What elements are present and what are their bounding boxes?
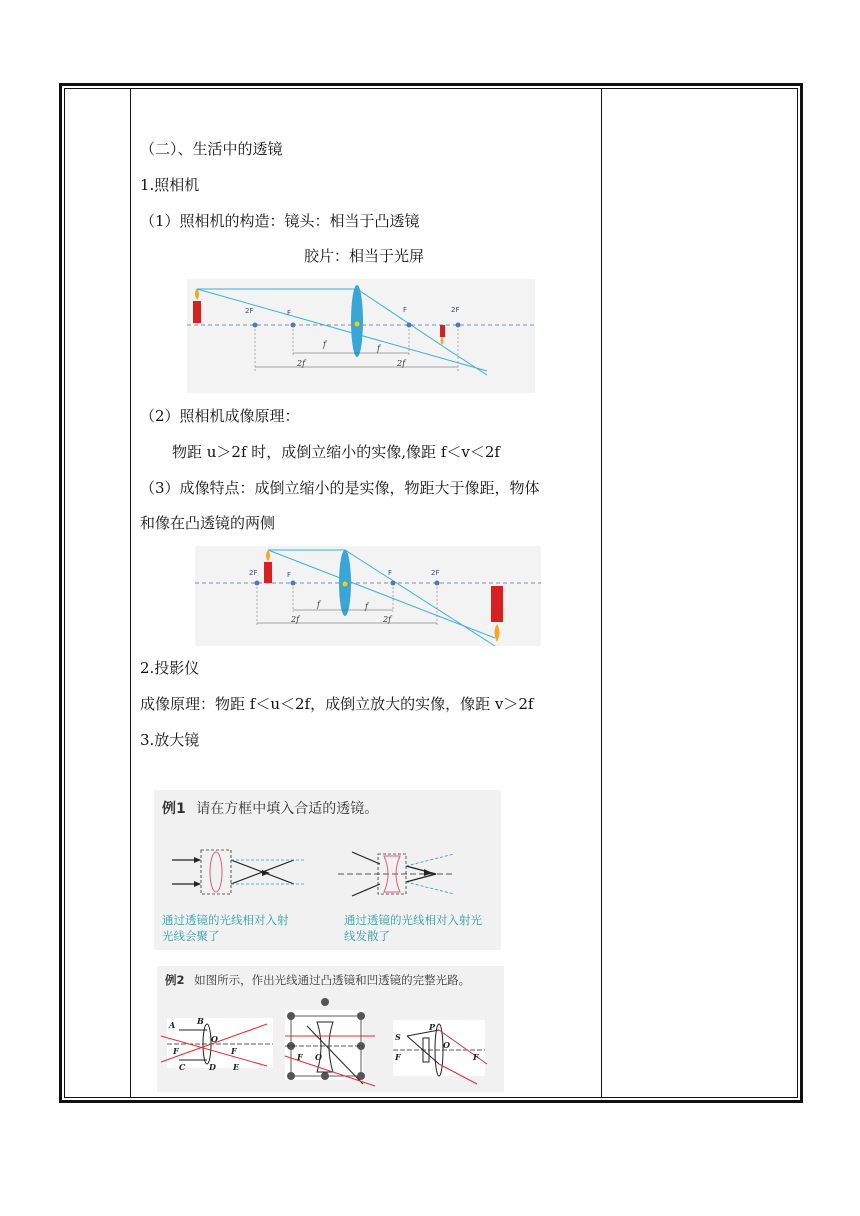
label-F-left-2: F <box>287 571 292 579</box>
label-2f-right-2: 2f <box>383 615 392 624</box>
example1-caption-right-2: 线发散了 <box>344 929 390 943</box>
camera-principle-text: 物距 u＞2f 时，成倒立缩小的实像,像距 f＜v＜2f <box>172 443 500 461</box>
label-2f-left: 2f <box>297 359 306 368</box>
projector-principle-text: 成像原理：物距 f＜u＜2f，成倒立放大的实像，像距 v＞2f <box>140 695 534 713</box>
magnifier-heading: 3.放大镜 <box>140 731 200 749</box>
example1-caption-right-1: 通过透镜的光线相对入射光 <box>344 913 482 927</box>
column-divider-right <box>601 88 602 1098</box>
ex2-letter-O-c: O <box>443 1040 450 1050</box>
label-f-left: f <box>323 340 326 349</box>
example1-prompt: 请在方框中填入合适的透镜。 <box>196 801 379 817</box>
projector-heading: 2.投影仪 <box>140 659 200 677</box>
label-F-right: F <box>403 306 408 314</box>
ex2-letter-F-c-right: F <box>473 1052 479 1062</box>
ex2-letter-A: A <box>169 1020 176 1030</box>
ex2-letter-F-right: F <box>231 1046 237 1056</box>
camera-structure-line1: （1）照相机的构造：镜头：相当于凸透镜 <box>140 212 420 230</box>
ex2-letter-F-b: F <box>297 1052 303 1062</box>
label-f-right: f <box>377 344 380 353</box>
ex2-letter-C: C <box>179 1062 186 1072</box>
example1-label: 例1 <box>162 801 186 817</box>
label-F-left: F <box>287 309 292 317</box>
ex2-letter-B: B <box>197 1016 204 1026</box>
camera-ray-diagram-2 <box>195 546 541 646</box>
label-f-left-2: f <box>317 600 320 609</box>
example1-caption-left-1: 通过透镜的光线相对入射 <box>162 913 289 927</box>
camera-structure-line2: 胶片：相当于光屏 <box>304 247 425 265</box>
example1-panel <box>154 790 501 950</box>
example1-caption-left-2: 光线会聚了 <box>162 929 220 943</box>
label-2F-right: 2F <box>451 306 460 314</box>
ex2-letter-O-b: O <box>315 1052 322 1062</box>
ex2-letter-P: P <box>429 1022 436 1032</box>
label-2F-left-2: 2F <box>249 569 258 577</box>
camera-features-line1: （3）成像特点：成倒立缩小的是实像，物距大于像距，物体 <box>140 479 540 497</box>
example2-panel <box>157 966 504 1092</box>
camera-principle-heading: （2）照相机成像原理： <box>140 407 300 425</box>
camera-ray-diagram-1 <box>187 279 535 393</box>
label-2f-left-2: 2f <box>291 615 300 624</box>
ex2-letter-F-left: F <box>173 1046 179 1056</box>
camera-heading: 1.照相机 <box>140 176 200 194</box>
label-F-right-2: F <box>388 569 393 577</box>
ex2-letter-D: D <box>209 1062 216 1072</box>
ex2-letter-O: O <box>211 1034 218 1044</box>
section-title: （二）、生活中的透镜 <box>140 140 283 158</box>
label-f-right-2: f <box>365 602 368 611</box>
column-divider-left <box>130 88 131 1098</box>
camera-features-line2: 和像在凸透镜的两侧 <box>140 514 276 532</box>
label-2f-right: 2f <box>397 359 406 368</box>
example2-label: 例2 <box>165 973 185 987</box>
ex2-letter-F-c-left: F <box>395 1052 401 1062</box>
label-2F-right-2: 2F <box>431 569 440 577</box>
ex2-letter-E: E <box>233 1062 240 1072</box>
example2-prompt: 如图所示，作出光线通过凸透镜和凹透镜的完整光路。 <box>194 973 471 987</box>
ex2-letter-S: S <box>395 1032 401 1042</box>
label-2F-left: 2F <box>245 307 254 315</box>
